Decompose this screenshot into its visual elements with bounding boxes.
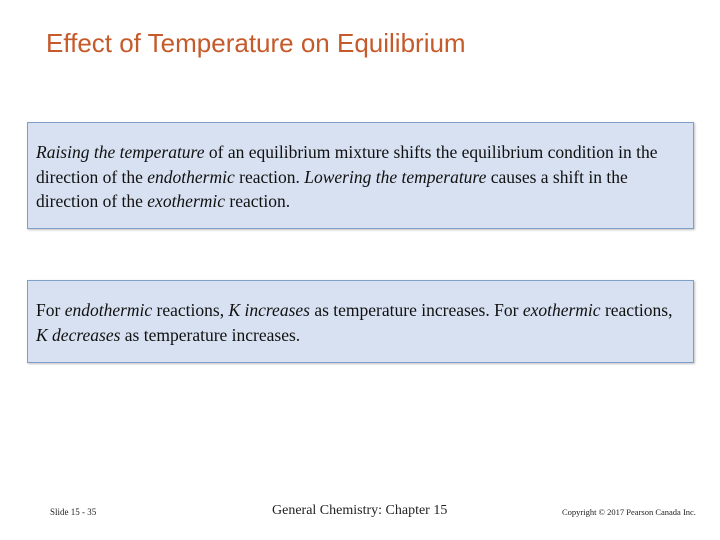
- emphasis-endothermic: endothermic: [64, 300, 153, 320]
- text-segment: causes a shift in the direction of the: [36, 166, 628, 211]
- emphasis-exothermic: exothermic: [522, 300, 601, 320]
- emphasis-endothermic: endothermic: [147, 166, 235, 187]
- equilibrium-constant-text: [36, 298, 685, 347]
- temperature-shift-text: [36, 140, 685, 214]
- text-segment: reactions,: [600, 300, 673, 320]
- text-segment: reactions,: [152, 300, 229, 320]
- emphasis-lowering-temperature: Lowering the temperature: [304, 166, 487, 187]
- emphasis-raising-temperature: Raising the temperature: [36, 142, 205, 162]
- text-segment: of an equilibrium mixture shifts the equilibrium condition in the direction of the: [36, 142, 658, 187]
- text-segment: as temperature increases.: [120, 324, 301, 345]
- copyright-footer: Copyright © 2017 Pearson Canada Inc.: [562, 507, 696, 517]
- text-segment: reaction.: [234, 166, 305, 187]
- emphasis-k-decreases: K decreases: [36, 324, 121, 345]
- text-segment: For: [36, 300, 65, 320]
- text-segment: as temperature increases. For: [309, 300, 523, 320]
- text-segment: reaction.: [225, 191, 291, 211]
- emphasis-exothermic: exothermic: [147, 191, 226, 211]
- slide-number: Slide 15 - 35: [50, 507, 97, 517]
- equilibrium-constant-box: [27, 280, 694, 363]
- temperature-shift-box: [27, 122, 694, 229]
- course-footer: General Chemistry: Chapter 15: [272, 503, 448, 518]
- emphasis-k-increases: K increases: [228, 300, 310, 320]
- slide-title: Effect of Temperature on Equilibrium: [46, 28, 466, 58]
